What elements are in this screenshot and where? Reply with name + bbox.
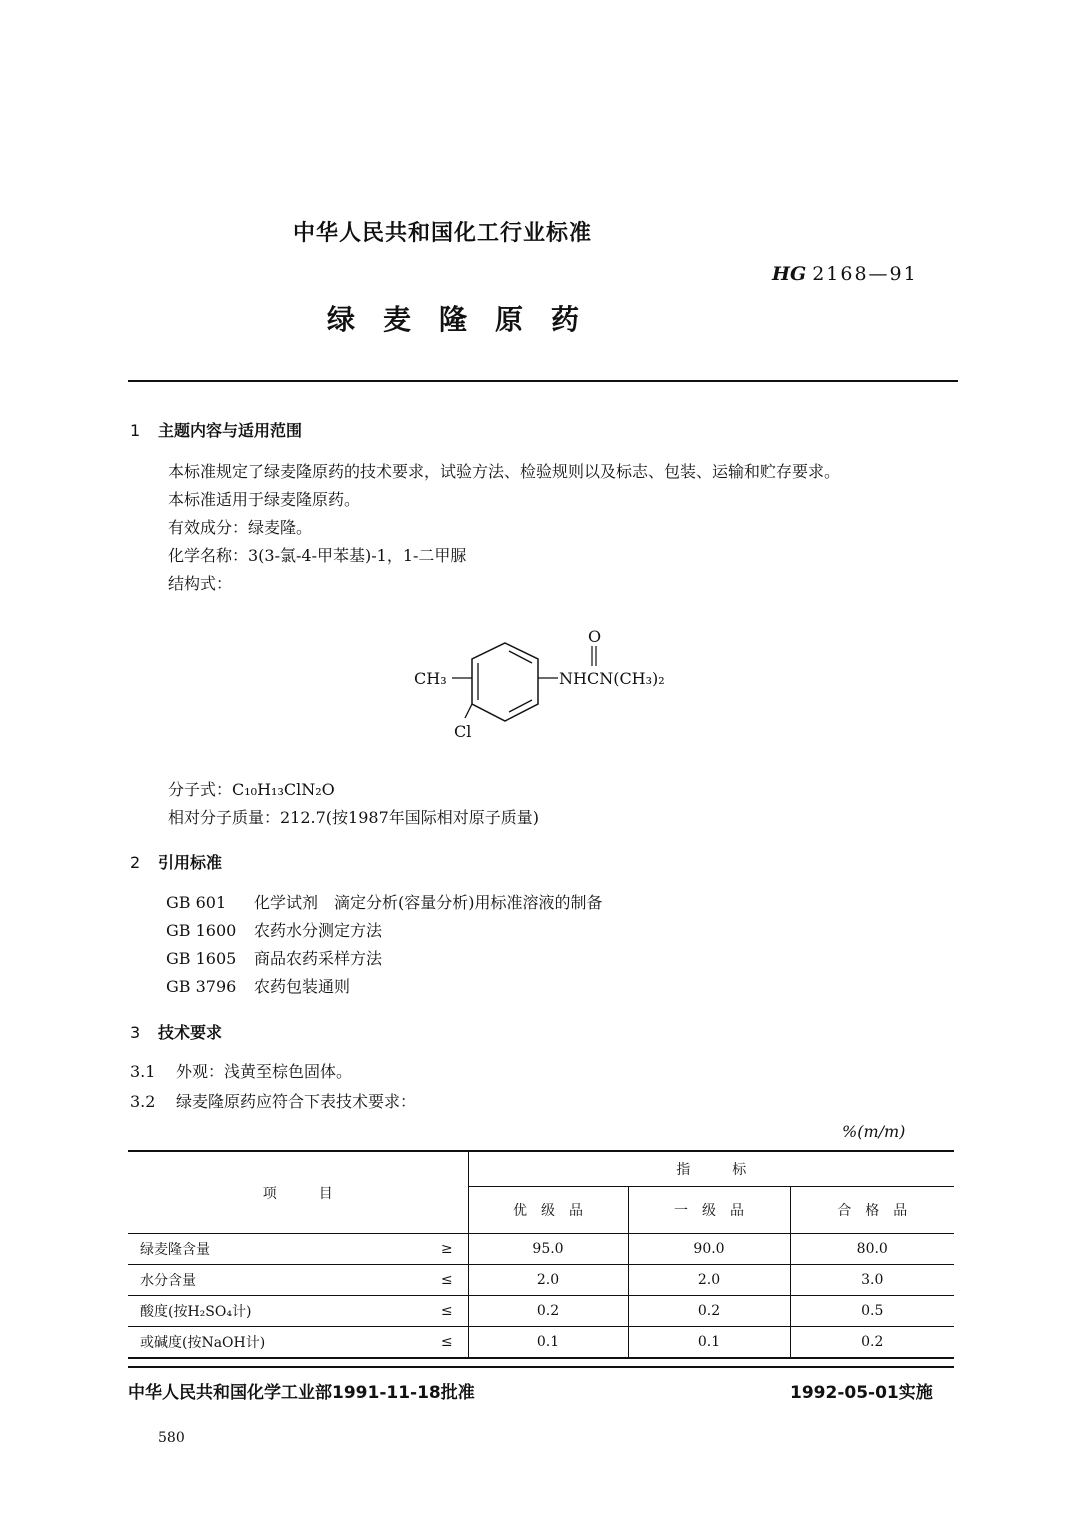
row-operator: ≤ <box>426 1327 468 1359</box>
document-title: 绿麦隆原药 <box>327 303 608 336</box>
structural-formula <box>410 626 700 746</box>
reference-title: 农药包装通则 <box>254 977 351 996</box>
row-value: 0.1 <box>628 1327 790 1359</box>
section-2-heading <box>130 850 222 873</box>
row-item: 或碱度(按NaOH计) <box>128 1327 426 1359</box>
reference-title: 商品农药采样方法 <box>254 949 383 968</box>
effective-date-line: 1992-05-01实施 <box>790 1383 933 1403</box>
standard-prefix: HG <box>772 263 807 285</box>
row-value: 0.5 <box>790 1296 954 1327</box>
row-value: 0.2 <box>628 1296 790 1327</box>
table-row <box>128 1327 954 1359</box>
reference-code: GB 601 <box>166 893 227 912</box>
clause-3-2-number: 3.2 <box>130 1092 156 1111</box>
ring-double-bond-1 <box>509 651 532 663</box>
dimethylurea-group: NHCN(CH₃)₂ <box>559 669 665 688</box>
methyl-group: CH₃ <box>414 669 447 688</box>
row-operator: ≤ <box>426 1265 468 1296</box>
chloro-group: Cl <box>454 722 472 741</box>
reference-code: GB 3796 <box>166 977 237 996</box>
applicability-line: 本标准适用于绿麦隆原药。 <box>168 490 361 509</box>
reference-item <box>166 917 603 945</box>
reference-title: 化学试剂 滴定分析(容量分析)用标准溶液的制备 <box>254 893 603 912</box>
structure-diagram <box>410 626 700 746</box>
header-rule <box>128 380 958 382</box>
reference-item <box>166 889 603 917</box>
chemical-name-line: 化学名称：3(3-氯-4-甲苯基)-1，1-二甲脲 <box>168 546 467 565</box>
row-value: 0.2 <box>468 1296 628 1327</box>
formula-label: 分子式： <box>168 780 233 799</box>
reference-item <box>166 973 603 1001</box>
molecular-formula: C₁₀H₁₃ClN₂O <box>232 780 335 799</box>
row-value: 0.2 <box>790 1327 954 1359</box>
reference-code: GB 1600 <box>166 921 237 940</box>
index-column-header: 指 标 <box>468 1151 954 1187</box>
ring-double-bond-2 <box>509 700 532 712</box>
row-item: 水分含量 <box>128 1265 426 1296</box>
item-column-header: 项 目 <box>262 1185 333 1202</box>
row-item: 绿麦隆含量 <box>128 1234 426 1265</box>
table-row <box>128 1234 954 1265</box>
page-number: 580 <box>158 1430 185 1446</box>
row-value: 80.0 <box>790 1234 954 1265</box>
section-3-heading <box>130 1020 222 1043</box>
scope-line: 本标准规定了绿麦隆原药的技术要求，试验方法、检验规则以及标志、包装、运输和贮存要求。 <box>168 462 841 481</box>
reference-list <box>166 889 603 1001</box>
formula-line <box>168 776 335 804</box>
grade-header-qualified: 合 格 品 <box>790 1187 954 1234</box>
table-row <box>128 1265 954 1296</box>
grade-header-first: 一 级 品 <box>628 1187 790 1234</box>
clause-3-1 <box>130 1058 352 1086</box>
org-title: 中华人民共和国化工行业标准 <box>293 221 593 246</box>
clause-3-2-text: 绿麦隆原药应符合下表技术要求： <box>176 1092 417 1111</box>
structure-label: 结构式： <box>168 574 233 593</box>
row-value: 0.1 <box>468 1327 628 1359</box>
section-2-number: 2 <box>130 853 141 872</box>
row-value: 90.0 <box>628 1234 790 1265</box>
clause-3-1-number: 3.1 <box>130 1062 156 1081</box>
molecular-mass-line: 相对分子质量：212.7(按1987年国际相对原子质量) <box>168 808 540 827</box>
reference-title: 农药水分测定方法 <box>254 921 383 940</box>
standard-code <box>772 263 918 285</box>
table-unit: %(m/m) <box>842 1122 906 1141</box>
section-1-title: 主题内容与适用范围 <box>158 421 303 440</box>
row-value: 3.0 <box>790 1265 954 1296</box>
benzene-ring <box>472 643 538 721</box>
row-value: 95.0 <box>468 1234 628 1265</box>
clause-3-1-text: 外观：浅黄至棕色固体。 <box>176 1062 353 1081</box>
footer-rule <box>128 1366 954 1368</box>
specification-table <box>128 1150 954 1359</box>
section-3-number: 3 <box>130 1023 141 1042</box>
row-value: 2.0 <box>468 1265 628 1296</box>
reference-item <box>166 945 603 973</box>
chloro-bond <box>465 704 472 718</box>
active-ingredient-line: 有效成分：绿麦隆。 <box>168 518 313 537</box>
carbonyl-oxygen: O <box>588 627 602 646</box>
section-2-title: 引用标准 <box>158 853 223 872</box>
reference-code: GB 1605 <box>166 949 237 968</box>
section-3-title: 技术要求 <box>158 1023 223 1042</box>
table-row <box>128 1296 954 1327</box>
standard-number: 2168—91 <box>812 263 918 285</box>
row-item: 酸度(按H₂SO₄计) <box>128 1296 426 1327</box>
grade-header-premium: 优 级 品 <box>468 1187 628 1234</box>
row-value: 2.0 <box>628 1265 790 1296</box>
approval-line: 中华人民共和国化学工业部1991-11-18批准 <box>128 1383 475 1403</box>
row-operator: ≤ <box>426 1296 468 1327</box>
row-operator: ≥ <box>426 1234 468 1265</box>
section-1-heading <box>130 418 302 441</box>
section-1-number: 1 <box>130 421 141 440</box>
section-1-body <box>168 458 840 598</box>
clause-3-2 <box>130 1088 416 1116</box>
